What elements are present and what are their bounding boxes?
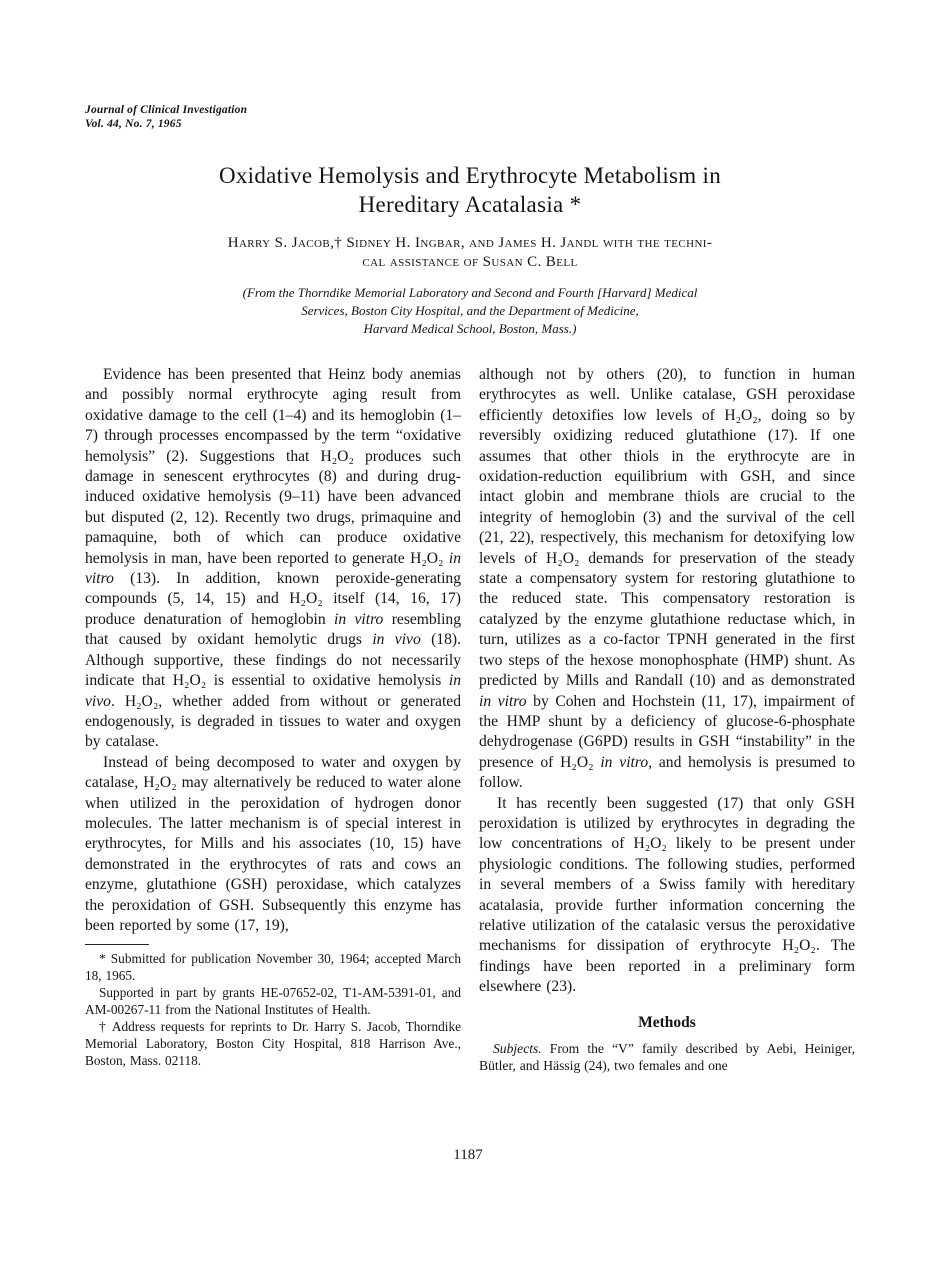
affiliation-line2: Services, Boston City Hospital, and the Department of Medicine, [301, 303, 639, 318]
two-column-body [85, 365, 855, 1075]
affiliation-line1: (From the Thorndike Memorial Laboratory and Second and Fourth [Harvard] Medical [242, 285, 698, 300]
affiliation [85, 284, 855, 338]
body-paragraph: It has recently been suggested (17) that only GSH peroxidation is utilized by erythrocytes in degrading the low concentrations of H₂O₂ likely to be present under physiologic conditions. The following studies, performed in several members of a Swiss family with hereditary acatalasia, provide further information concerning the relative utilization of the catalasic versus the peroxidative mechanisms for dissipation of erythrocyte H₂O₂. The findings have been reported in a preliminary form elsewhere (23). [479, 794, 855, 996]
footnote-rule [85, 944, 149, 945]
body-paragraph: although not by others (20), to function in human erythrocytes as well. Unlike catalase, GSH peroxidase efficiently detoxifies low levels of H₂O₂, doing so by reversibly oxidizing reduced glutathione (17). If one assumes that other thiols in the erythrocyte are in oxidation-reduction equilibrium with GSH, and since intact globin and membrane thiols are crucial to the integrity of hemoglobin (3) and the survival of the cell (21, 22), respectively, this mechanism for detoxifying low levels of H₂O₂ demands for preservation of the steady state a compensatory system for restoring glutathione to the reduced state. This compensatory restoration is catalyzed by the enzyme glutathione reductase which, in turn, utilizes as a co-factor TPNH generated in the first two steps of the hexose monophosphate (HMP) shunt. As predicted by Mills and Randall (10) and as demonstrated in vitro by Cohen and Hochstein (11, 17), impairment of the HMP shunt by a deficiency of glucose-6-phosphate dehydrogenase (G6PD) results in GSH “instability” in the presence of H₂O₂ in vitro, and hemolysis is presumed to follow. [479, 366, 855, 792]
body-paragraph: Evidence has been presented that Heinz body anemias and possibly normal erythrocyte aging result from oxidative damage to the cell (1–4) and its hemoglobin (1–7) through processes encompassed by the term “oxidative hemolysis” (2). Suggestions that H₂O₂ produces such damage in senescent erythrocytes (8) and during drug-induced oxidative hemolysis (9–11) have been advanced but disputed (2, 12). Recently two drugs, primaquine and pamaquine, both of which can produce oxidative hemolysis in man, have been reported to generate H₂O₂ in vitro (13). In addition, known peroxide-generating compounds (5, 14, 15) and H₂O₂ itself (14, 16, 17) produce denaturation of hemoglobin in vitro resembling that caused by oxidant hemolytic drugs in vivo (18). Although supportive, these findings do not necessarily indicate that H₂O₂ is essential to oxidative hemolysis in vivo. H₂O₂, whether added from without or generated endogenously, is degraded in tissues to water and oxygen by catalase. [85, 366, 461, 751]
left-column [85, 365, 461, 1075]
article-title [85, 161, 855, 219]
footnote-grants: Supported in part by grants HE-07652-02, T1-AM-5391-01, and AM-00267-11 from the National Institutes of Health. [85, 985, 461, 1018]
footnote-reprints: † Address requests for reprints to Dr. Harry S. Jacob, Thorndike Memorial Laboratory, Boston City Hospital, 818 Harrison Ave., Boston, Mass. 02118. [85, 1019, 461, 1069]
methods-heading: Methods [638, 1013, 696, 1031]
journal-issue: Vol. 44, No. 7, 1965 [85, 117, 182, 130]
right-column [479, 365, 855, 1075]
methods-paragraph: Subjects. From the “V” family described by Aebi, Heiniger, Bütler, and Hässig (24), two females and one [479, 1040, 855, 1074]
authors-line [85, 234, 855, 272]
article-title-line1: Oxidative Hemolysis and Erythrocyte Metabolism in [218, 163, 722, 188]
body-paragraph: Instead of being decomposed to water and oxygen by catalase, H₂O₂ may alternatively be reduced to water alone when utilized in the peroxidation of hydrogen donor molecules. The latter mechanism is of special interest in erythrocytes, for Mills and his associates (10, 15) have demonstrated in the erythrocytes of rats and cows an enzyme, glutathione (GSH) peroxidase, which catalyzes the peroxidation of GSH. Subsequently this enzyme has been reported by some (17, 19), [85, 753, 461, 934]
journal-header [85, 104, 855, 131]
footnote-submitted: * Submitted for publication November 30, 1964; accepted March 18, 1965. [85, 951, 461, 984]
authors-line2: cal assistance of Susan C. Bell [362, 254, 578, 270]
affiliation-line3: Harvard Medical School, Boston, Mass.) [363, 321, 577, 336]
article-title-line2: Hereditary Acatalasia * [358, 192, 582, 217]
authors-line1: Harry S. Jacob,† Sidney H. Ingbar, and James H. Jandl with the techni- [227, 235, 713, 251]
page-number: 1187 [453, 1147, 483, 1163]
journal-name: Journal of Clinical Investigation [85, 104, 248, 116]
